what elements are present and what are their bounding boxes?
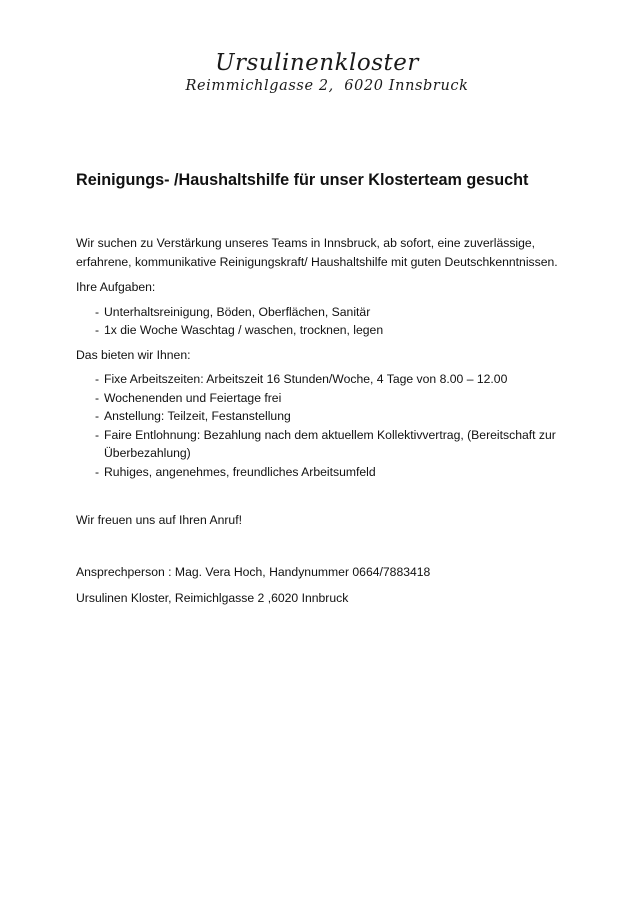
list-item: - 1x die Woche Waschtag / waschen, trocknen, legen [76,321,576,340]
offer-label: Das bieten wir Ihnen: [76,347,191,362]
list-item: - Unterhaltsreinigung, Böden, Oberflächen, Sanitär [76,303,576,322]
letterhead-name: Ursulinenkloster [215,50,419,76]
tasks-label: Ihre Aufgaben: [76,280,156,294]
list-item: - Fixe Arbeitszeiten: Arbeitszeit 16 Stunden/Woche, 4 Tage von 8.00 – 12.00 [76,370,576,389]
closing-text: Wir freuen uns auf Ihren Anruf! [76,513,242,527]
offer-list [76,370,576,481]
list-item: - Wochenenden und Feiertage frei [76,389,576,408]
contact-address: Ursulinen Kloster, Reimichlgasse 2 ,6020 Innbruck [76,591,349,605]
contact-person: Ansprechperson : Mag. Vera Hoch, Handynummer 0664/7883418 [76,564,431,579]
letterhead-address: Reimmichlgasse 2, 6020 Innsbruck [185,78,469,94]
tasks-list [76,303,576,340]
intro-paragraph: Wir suchen zu Verstärkung unseres Teams in Innsbruck, ab sofort, eine zuverlässige, erfahrene, kommunikative Reinigungskraft/ Haushaltshilfe mit guten Deutschkenntnissen. [76,236,558,269]
letterhead [0,50,640,94]
document-body [76,234,576,608]
list-item: - Ruhiges, angenehmes, freundliches Arbeitsumfeld [76,463,576,482]
page-title: Reinigungs- /Haushaltshilfe für unser Klosterteam gesucht [76,171,529,189]
list-item: - Faire Entlohnung: Bezahlung nach dem aktuellem Kollektivvertrag, (Bereitschaft zur Überbezahlung) [76,426,576,463]
list-item: - Anstellung: Teilzeit, Festanstellung [76,407,576,426]
